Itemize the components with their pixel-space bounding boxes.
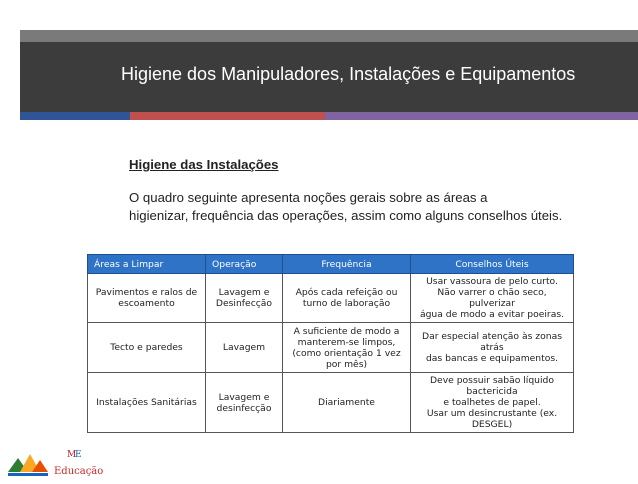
column-header-operacao: Operação xyxy=(206,255,283,274)
table-row xyxy=(88,323,574,373)
svg-text:E: E xyxy=(75,450,82,460)
cell-conselhos: Deve possuir sabão líquido bactericida e toalhetes de papel. Usar um desincrustante (ex. DESGEL) xyxy=(411,373,574,433)
cell-area: Instalações Sanitárias xyxy=(88,373,206,433)
intro-line: O quadro seguinte apresenta noções gerais sobre as áreas a xyxy=(129,190,488,205)
column-header-areas: Áreas a Limpar xyxy=(88,255,206,274)
table-row xyxy=(88,373,574,433)
cell-operacao: Lavagem e Desinfecção xyxy=(206,274,283,323)
cell-operacao: Lavagem e desinfecção xyxy=(206,373,283,433)
table-row xyxy=(88,274,574,323)
cell-frequencia: Após cada refeição ou turno de laboração xyxy=(283,274,411,323)
cell-frequencia: A suficiente de modo a manterem-se limpos, (como orientação 1 vez por mês) xyxy=(283,323,411,373)
cell-operacao: Lavagem xyxy=(206,323,283,373)
accent-bar-purple xyxy=(325,112,638,120)
table-header-row xyxy=(88,255,574,274)
logo-text: Educação xyxy=(54,466,104,477)
ministry-of-education-logo-icon xyxy=(6,444,106,479)
ministry-logo xyxy=(6,444,106,479)
accent-bar-red xyxy=(130,112,325,120)
slide-title: Higiene dos Manipuladores, Instalações e Equipamentos xyxy=(121,64,576,84)
cell-frequencia: Diariamente xyxy=(283,373,411,433)
cell-area: Pavimentos e ralos de escoamento xyxy=(88,274,206,323)
cell-conselhos: Usar vassoura de pelo curto. Não varrer o chão seco, pulverizar água de modo a evitar poeiras. xyxy=(411,274,574,323)
intro-paragraph xyxy=(129,189,629,225)
intro-line: higienizar, frequência das operações, assim como alguns conselhos úteis. xyxy=(129,208,563,223)
svg-text:M: M xyxy=(67,450,77,460)
cell-area: Tecto e paredes xyxy=(88,323,206,373)
slide-content xyxy=(129,156,629,225)
column-header-conselhos: Conselhos Úteis xyxy=(411,255,574,274)
cell-conselhos: Dar especial atenção às zonas atrás das bancas e equipamentos. xyxy=(411,323,574,373)
cleaning-table xyxy=(87,254,574,433)
section-subtitle: Higiene das Instalações xyxy=(129,157,279,172)
accent-bar-blue xyxy=(20,112,130,120)
title-top-strip xyxy=(20,30,638,42)
column-header-frequencia: Frequência xyxy=(283,255,411,274)
